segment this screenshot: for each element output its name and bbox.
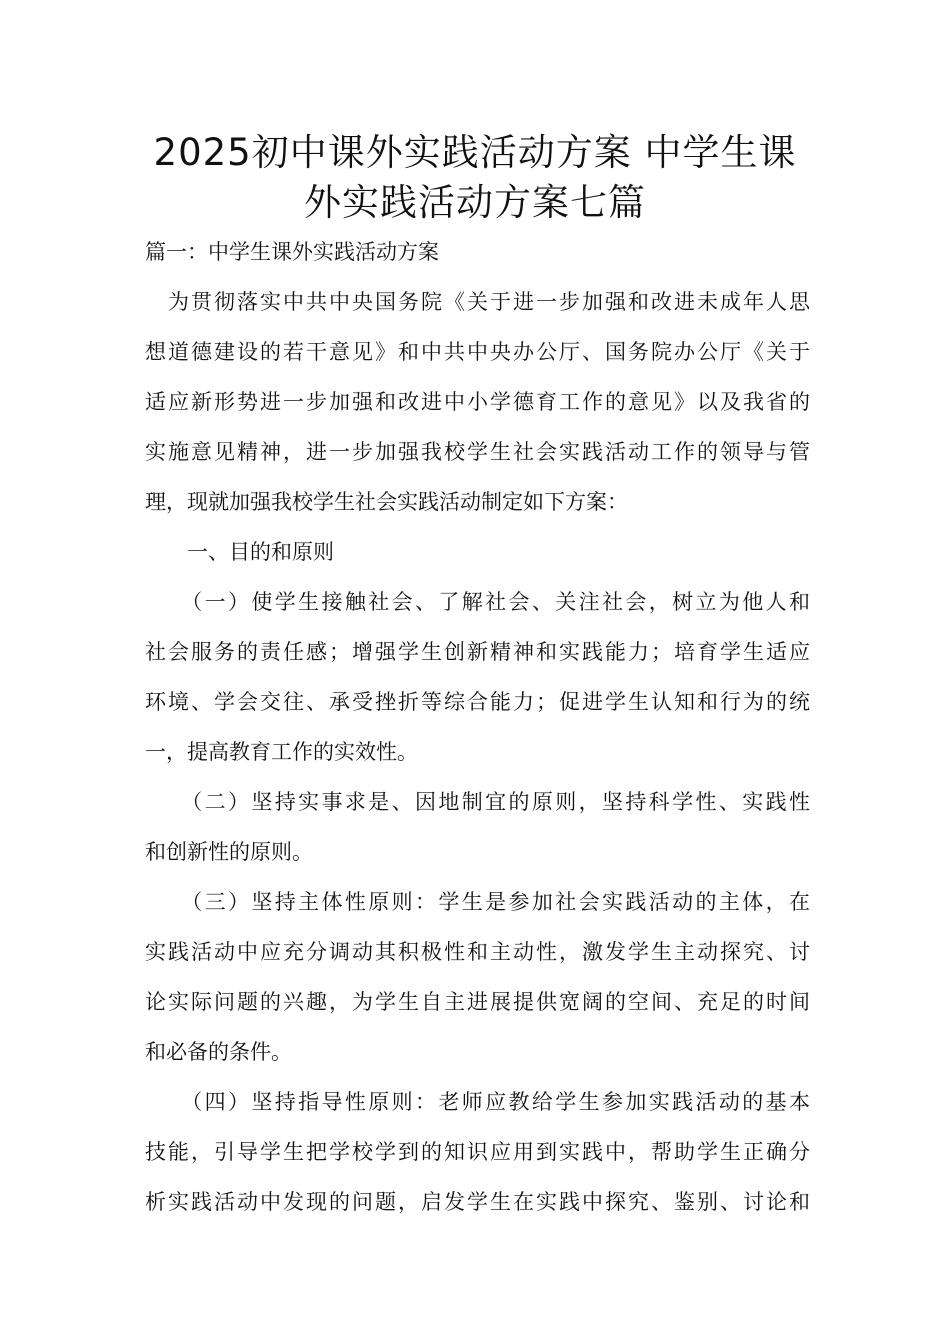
paragraph-line: 一，提高教育工作的实效性。 <box>145 740 418 764</box>
paragraph-line: 实践活动中应充分调动其积极性和主动性，激发学生主动探究、讨 <box>145 940 810 964</box>
paragraph-line: 析实践活动中发现的问题，启发学生在实践中探究、鉴别、讨论和 <box>145 1190 810 1214</box>
paragraph-line: 想道德建设的若干意见》和中共中央办公厅、国务院办公厅《关于 <box>145 340 810 364</box>
paragraph-line: （二）坚持实事求是、因地制宜的原则，坚持科学性、实践性 <box>145 790 810 814</box>
paragraph-line: 论实际问题的兴趣，为学生自主进展提供宽阔的空间、充足的时间 <box>145 990 810 1014</box>
document-title-line-1: 2025初中课外实践活动方案 中学生课 <box>153 131 797 174</box>
paragraph-line: 理，现就加强我校学生社会实践活动制定如下方案： <box>145 490 628 514</box>
paragraph-line: 适应新形势进一步加强和改进中小学德育工作的意见》以及我省的 <box>145 390 810 414</box>
paragraph-line: 技能，引导学生把学校学到的知识应用到实践中，帮助学生正确分 <box>145 1140 810 1164</box>
paragraph-line: （一）使学生接触社会、了解社会、关注社会，树立为他人和 <box>145 590 810 614</box>
paragraph-line: 和创新性的原则。 <box>145 840 313 864</box>
paragraph-line: 实施意见精神，进一步加强我校学生社会实践活动工作的领导与管 <box>145 440 810 464</box>
section-heading: 篇一：中学生课外实践活动方案 <box>145 240 439 264</box>
paragraph-line: 和必备的条件。 <box>145 1040 292 1064</box>
subsection-heading: 一、目的和原则 <box>145 540 334 564</box>
paragraph-line: 为贯彻落实中共中央国务院《关于进一步加强和改进未成年人思 <box>145 290 810 314</box>
document-title-line-2: 外实践活动方案七篇 <box>304 181 646 224</box>
paragraph-line: （三）坚持主体性原则：学生是参加社会实践活动的主体，在 <box>145 890 810 914</box>
paragraph-line: （四）坚持指导性原则：老师应教给学生参加实践活动的基本 <box>145 1090 810 1114</box>
paragraph-line: 环境、学会交往、承受挫折等综合能力；促进学生认知和行为的统 <box>145 690 810 714</box>
paragraph-line: 社会服务的责任感；增强学生创新精神和实践能力；培育学生适应 <box>145 640 810 664</box>
